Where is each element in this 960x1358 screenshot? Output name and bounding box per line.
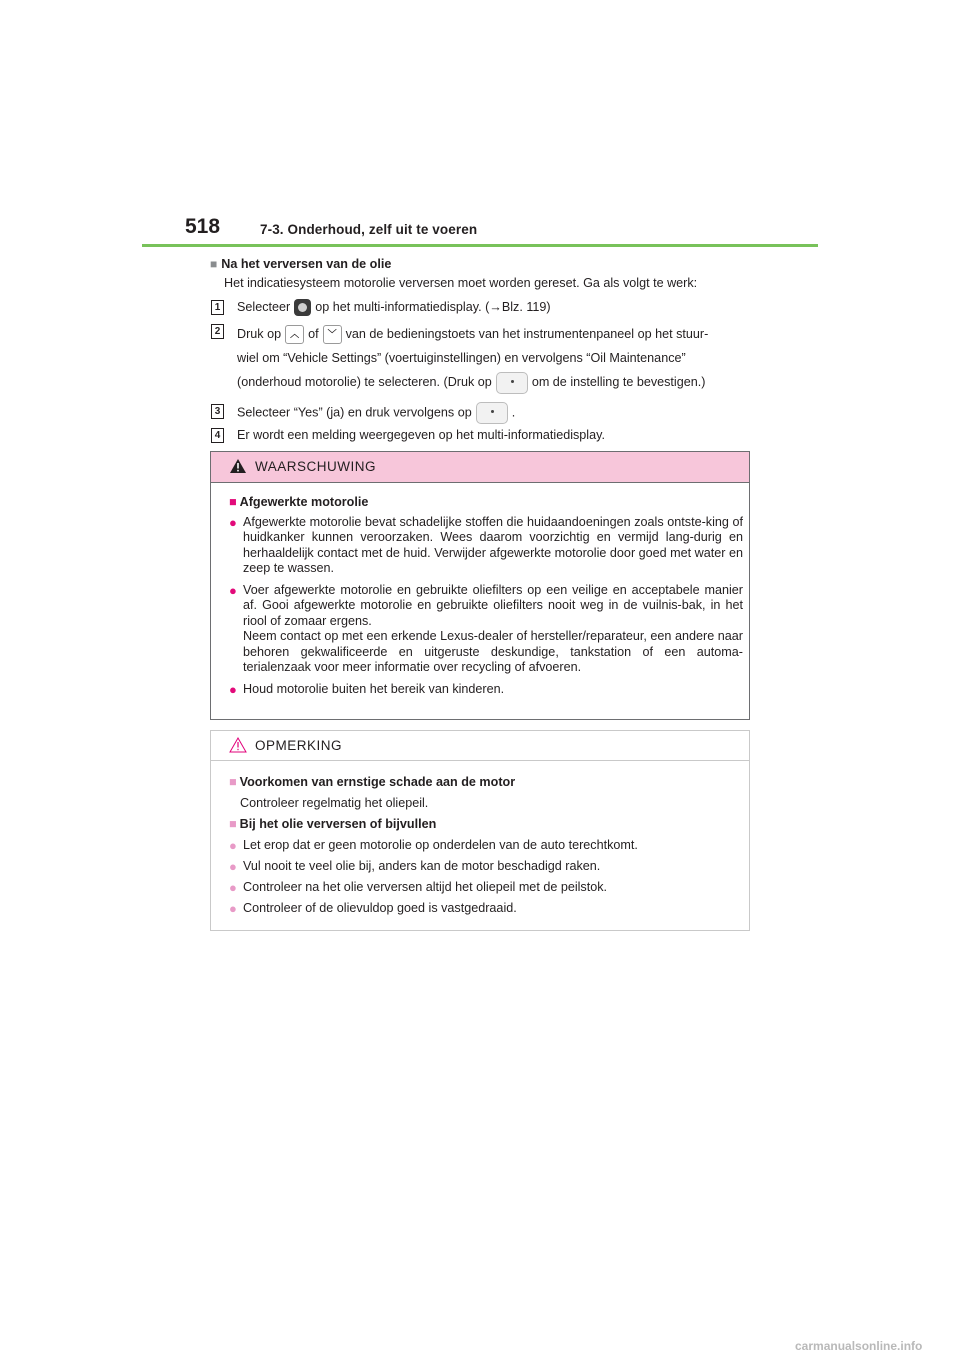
step-number: 4 bbox=[211, 428, 224, 443]
page-number: 518 bbox=[185, 215, 221, 238]
oil-reset-section bbox=[210, 255, 750, 444]
bullet-dot-icon: ● bbox=[229, 514, 237, 530]
arrow-up-icon: ︿ bbox=[285, 325, 304, 344]
notice-heading-1: ■ Voorkomen van ernstige schade aan de motor bbox=[229, 775, 516, 789]
warning-triangle-icon bbox=[229, 737, 247, 753]
header-rule bbox=[142, 244, 818, 247]
list-item: ● Controleer na het olie verversen altijd het oliepeil met de peilstok. bbox=[229, 880, 608, 895]
bullet-dot-icon: ● bbox=[229, 582, 237, 598]
warning-body bbox=[211, 483, 749, 697]
notice-title: OPMERKING bbox=[255, 738, 343, 753]
watermark: carmanualsonline.info bbox=[795, 1339, 923, 1353]
section-title: 7-3. Onderhoud, zelf uit te voeren bbox=[260, 222, 478, 237]
square-bullet-icon: ■ bbox=[229, 817, 237, 831]
enter-button-icon bbox=[476, 402, 508, 424]
square-bullet-icon: ■ bbox=[210, 257, 218, 271]
warning-box bbox=[210, 451, 750, 720]
list-item: ● Controleer of de olievuldop goed is vastgedraaid. bbox=[229, 901, 517, 916]
step-4: 4 Er wordt een melding weergegeven op het multi-informatiedisplay. bbox=[210, 426, 750, 444]
step-3: 3 Selecteer “Yes” (ja) en druk vervolgens op . bbox=[210, 402, 750, 424]
notice-body bbox=[211, 761, 749, 916]
step-number: 2 bbox=[211, 324, 224, 339]
step-1: 1 Selecteer op het multi-informatiedisplay. (→Blz. 119) bbox=[210, 298, 750, 316]
enter-button-icon bbox=[496, 372, 528, 394]
warning-title: WAARSCHUWING bbox=[255, 459, 376, 474]
arrow-down-icon: ﹀ bbox=[323, 325, 342, 344]
notice-box bbox=[210, 730, 750, 931]
notice-heading-2: ■ Bij het olie verversen of bijvullen bbox=[229, 817, 437, 831]
bullet-dot-icon: ● bbox=[229, 859, 237, 874]
warning-heading: ■ Afgewerkte motorolie bbox=[229, 495, 369, 509]
bullet-dot-icon: ● bbox=[229, 880, 237, 895]
step-2: 2 Druk op ︿ of ﹀ van de bedieningstoets van het instrumentenpaneel op het stuur- wiel om “Vehicle Settings” (voertuiginstellingen) en vervolgens “Oil Maintenance” (onderhoud motorolie) te selecteren. (Druk op om de instelling te bevestigen.) bbox=[210, 322, 750, 394]
square-bullet-icon: ■ bbox=[229, 775, 237, 789]
settings-gear-icon bbox=[294, 299, 311, 316]
step-number: 3 bbox=[211, 404, 224, 419]
list-item: ● Voer afgewerkte motorolie en gebruikte oliefilters op een veilige en acceptabele manier af. Gooi afgewerkte motorolie en gebruikte oliefilters nooit weg in de vuilnis-bak, in het riool of zomaar ergens. Neem contact op met een erkende Lexus-dealer of hersteller/reparateur, een andere naar behoren gekwalificeerde en uitgeruste deskundige, tankstation of een automa-terialenzaak voor meer informatie over recycling of afvoeren. bbox=[229, 582, 743, 674]
warning-header bbox=[211, 452, 749, 483]
list-item: ● Houd motorolie buiten het bereik van kinderen. bbox=[229, 681, 505, 697]
list-item: ● Afgewerkte motorolie bevat schadelijke stoffen die huidaandoeningen zoals ontste-king of huidkanker kunnen veroorzaken. Wees daarom voorzichtig en vermijd lang-durig en herhaaldelijk contact met de huid. Verwijder afgewerkte motorolie door goed met water en zeep te wassen. bbox=[229, 514, 743, 575]
bullet-dot-icon: ● bbox=[229, 838, 237, 853]
bullet-dot-icon: ● bbox=[229, 901, 237, 916]
list-item: ● Vul nooit te veel olie bij, anders kan de motor beschadigd raken. bbox=[229, 859, 601, 874]
oil-reset-heading: ■ Na het verversen van de olie bbox=[210, 257, 392, 271]
notice-header bbox=[211, 731, 749, 761]
oil-reset-intro: Het indicatiesysteem motorolie verversen moet worden gereset. Ga als volgt te werk: bbox=[224, 276, 698, 290]
warning-triangle-icon bbox=[229, 458, 247, 474]
square-bullet-icon: ■ bbox=[229, 495, 237, 509]
notice-text-1: Controleer regelmatig het oliepeil. bbox=[240, 796, 429, 810]
step-number: 1 bbox=[211, 300, 224, 315]
bullet-dot-icon: ● bbox=[229, 681, 237, 697]
list-item: ● Let erop dat er geen motorolie op onderdelen van de auto terechtkomt. bbox=[229, 838, 638, 853]
